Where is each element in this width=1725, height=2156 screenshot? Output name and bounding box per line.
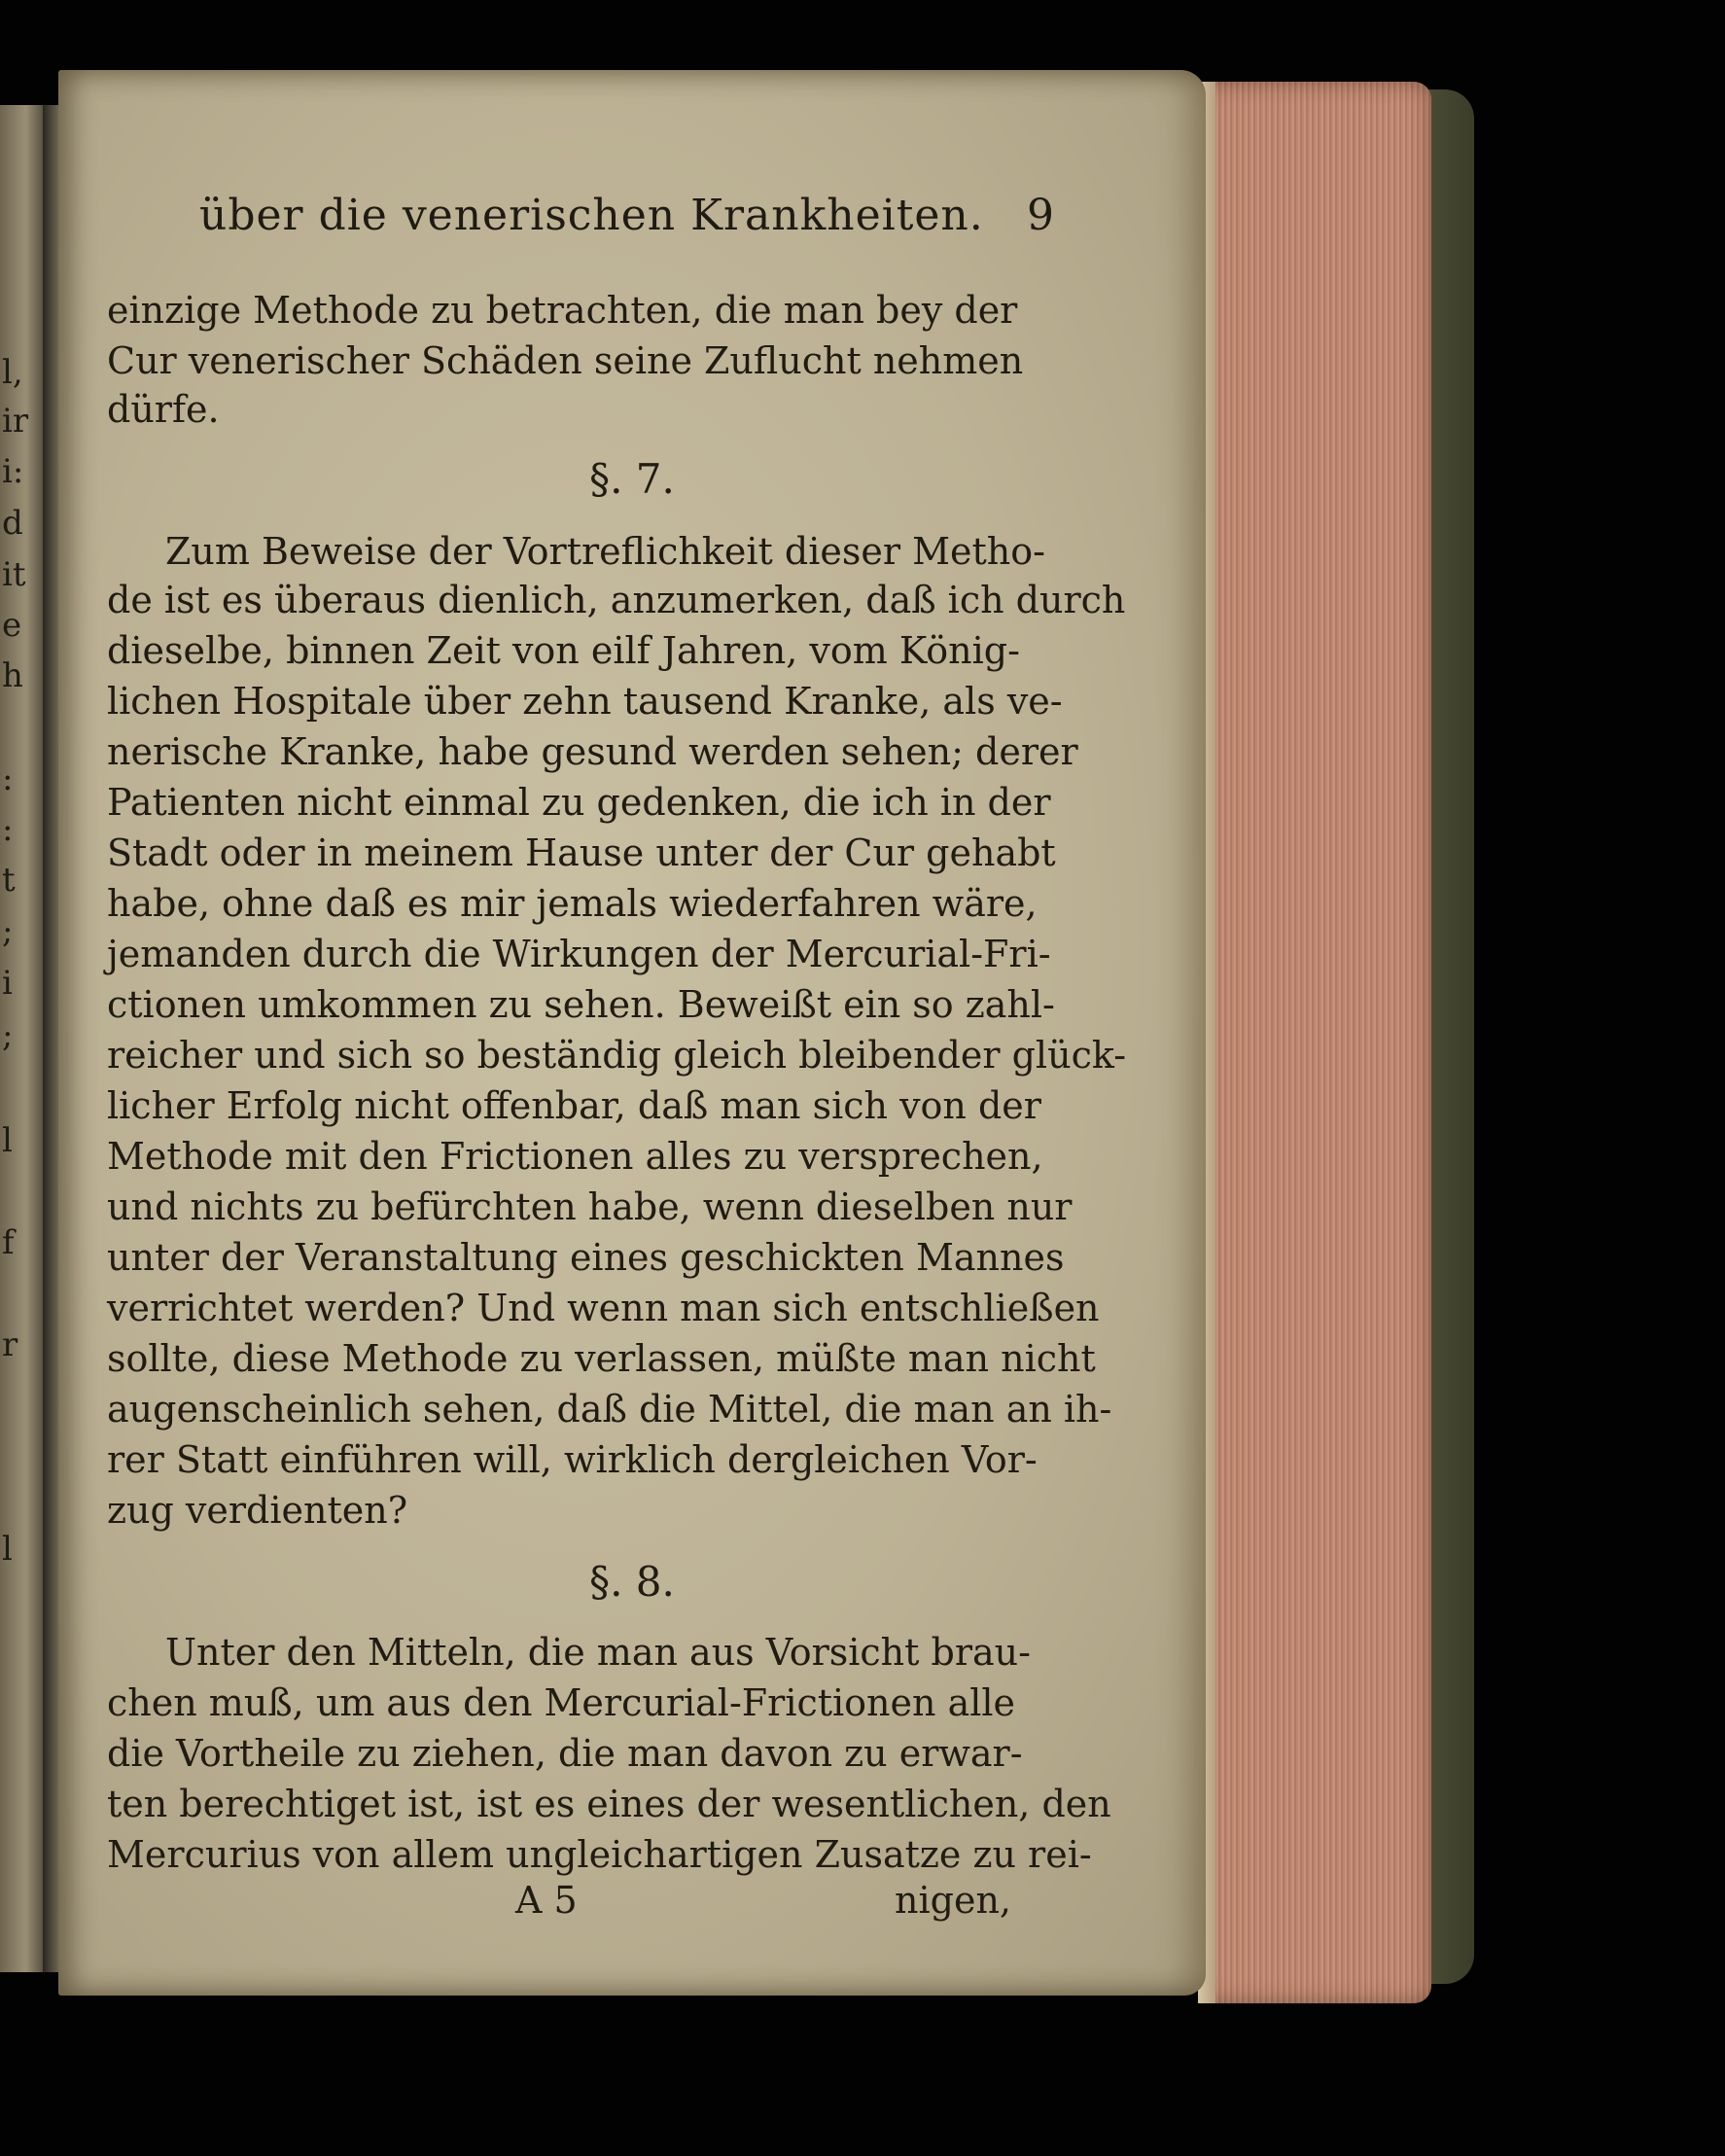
text-line: sollte, diese Methode zu verlassen, müßte man nicht: [107, 1337, 1096, 1380]
running-head-title: über die venerischen Krankheiten.: [199, 191, 984, 240]
left-page-fragment-15: r: [2, 1325, 18, 1364]
left-page-fragment-16: l: [2, 1530, 13, 1569]
text-line: nerische Kranke, habe gesund werden sehen; derer: [107, 730, 1078, 773]
text-line: Stadt oder in meinem Hause unter der Cur gehabt: [107, 831, 1056, 874]
page-block-edges: [1198, 82, 1431, 2003]
running-head: [199, 191, 1055, 240]
left-page-fragment-9: t: [2, 861, 16, 900]
left-page-fragment-4: it: [2, 555, 26, 594]
text-line: einzige Methode zu betrachten, die man bey der: [107, 289, 1018, 332]
section-heading-8: §. 8.: [589, 1558, 675, 1606]
left-page-fragment-7: :: [2, 760, 14, 798]
text-line: Methode mit den Frictionen alles zu versprechen,: [107, 1135, 1043, 1178]
text-line: Patienten nicht einmal zu gedenken, die ich in der: [107, 781, 1051, 824]
left-page-fragment-13: l: [2, 1121, 13, 1160]
text-line: augenscheinlich sehen, daß die Mittel, die man an ih-: [107, 1388, 1112, 1431]
left-page-fragment-6: h: [2, 656, 23, 695]
text-line: ctionen umkommen zu sehen. Beweißt ein so zahl-: [107, 983, 1055, 1026]
signature-mark: A 5: [515, 1879, 578, 1922]
page-number: 9: [1027, 191, 1055, 240]
text-line: lichen Hospitale über zehn tausend Kranke, als ve-: [107, 680, 1063, 723]
text-line: dieselbe, binnen Zeit von eilf Jahren, vom König-: [107, 629, 1020, 672]
text-line: jemanden durch die Wirkungen der Mercurial-Fri-: [107, 933, 1051, 975]
text-line: Unter den Mitteln, die man aus Vorsicht brau-: [165, 1631, 1031, 1674]
left-page-fragment-3: d: [2, 504, 23, 543]
left-page-fragment-14: f: [2, 1223, 15, 1262]
text-line: die Vortheile zu ziehen, die man davon zu erwar-: [107, 1732, 1023, 1775]
left-page-fragment-1: ir: [2, 402, 29, 441]
left-page-fragment-0: l,: [2, 353, 23, 392]
right-page: [58, 70, 1206, 1996]
text-line: und nichts zu befürchten habe, wenn dieselben nur: [107, 1185, 1073, 1228]
text-line: zug verdienten?: [107, 1489, 408, 1532]
text-line: reicher und sich so beständig gleich bleibender glück-: [107, 1034, 1127, 1077]
text-line: dürfe.: [107, 388, 220, 431]
left-page-fragment-8: :: [2, 810, 14, 849]
text-line: unter der Veranstaltung eines geschickten Mannes: [107, 1236, 1065, 1279]
text-line: chen muß, um aus den Mercurial-Frictionen alle: [107, 1681, 1016, 1724]
section-heading-7: §. 7.: [589, 455, 675, 503]
text-line: Cur venerischer Schäden seine Zuflucht nehmen: [107, 339, 1024, 382]
left-page-fragment-11: i: [2, 964, 13, 1003]
left-page-fragment-12: ;: [2, 1016, 14, 1055]
text-line: licher Erfolg nicht offenbar, daß man sich von der: [107, 1084, 1041, 1127]
text-line: habe, ohne daß es mir jemals wiederfahren wäre,: [107, 882, 1038, 925]
text-line: Mercurius von allem ungleichartigen Zusatze zu rei-: [107, 1833, 1092, 1876]
text-line: verrichtet werden? Und wenn man sich entschließen: [107, 1287, 1100, 1329]
left-page-fragment-2: i:: [2, 452, 24, 491]
left-page-fragment-10: ;: [2, 912, 14, 951]
catchword: nigen,: [895, 1879, 1011, 1922]
text-line: rer Statt einführen will, wirklich dergleichen Vor-: [107, 1438, 1038, 1481]
text-line: de ist es überaus dienlich, anzumerken, daß ich durch: [107, 579, 1126, 621]
left-page-fragment-5: e: [2, 606, 22, 645]
text-line: ten berechtiget ist, ist es eines der wesentlichen, den: [107, 1783, 1111, 1825]
left-page-edge: [0, 105, 43, 1972]
text-line: Zum Beweise der Vortreflichkeit dieser Metho-: [165, 530, 1045, 573]
